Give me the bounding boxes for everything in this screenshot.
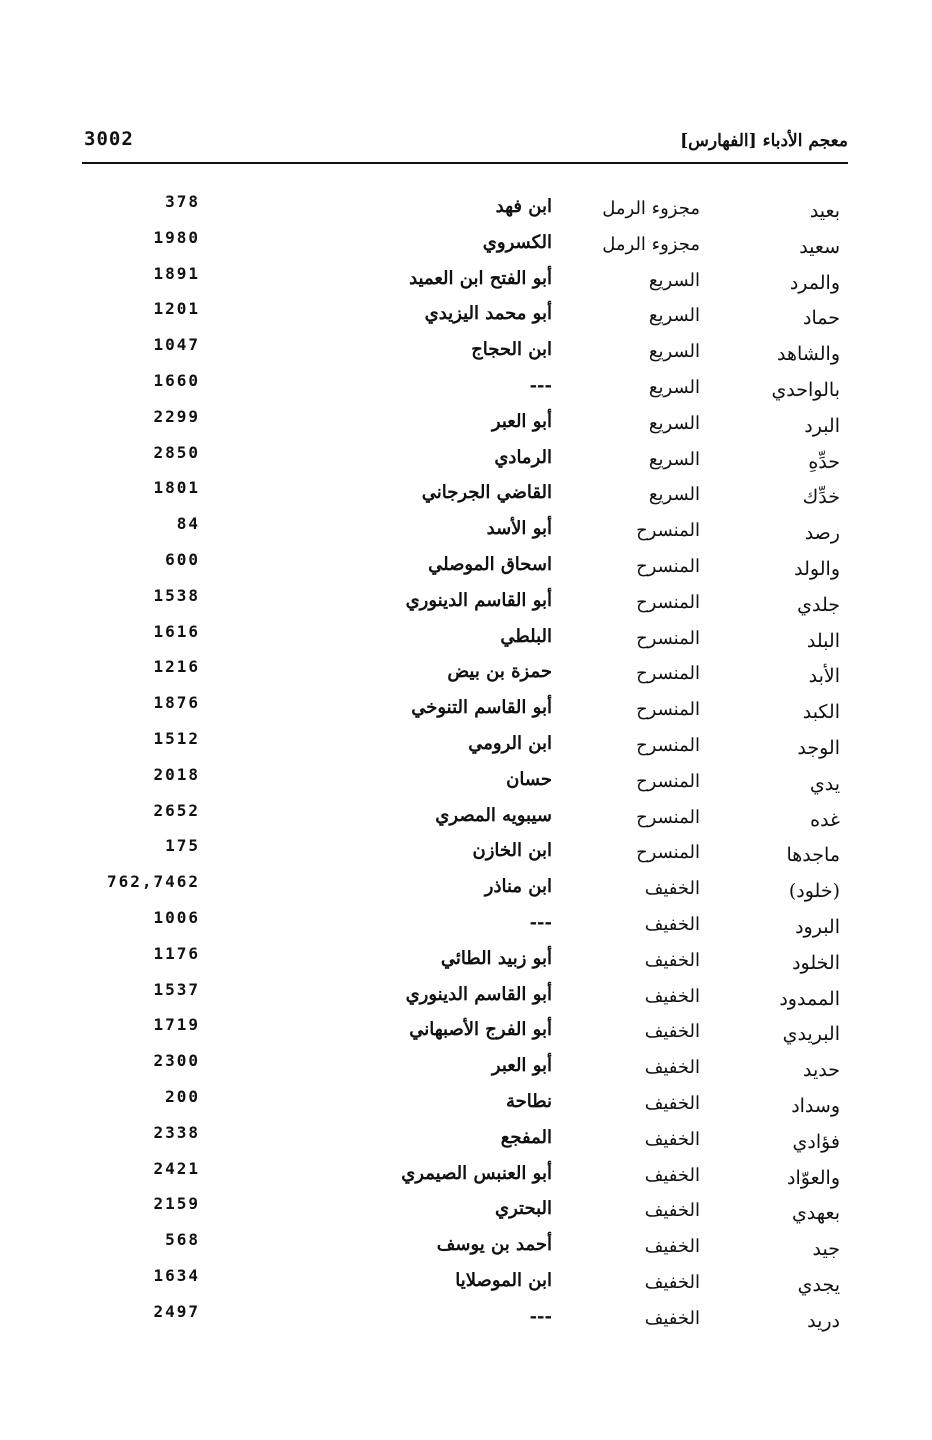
poet-name: ابن الحجاج	[471, 339, 552, 361]
index-row	[0, 1049, 932, 1085]
poet-name: ---	[529, 374, 552, 396]
meter-name: الخفيف	[644, 1057, 700, 1079]
page-reference: 600	[165, 549, 200, 569]
index-row	[0, 870, 932, 906]
rhyme-word: والمرد	[789, 271, 840, 294]
page-reference: 1634	[153, 1265, 200, 1285]
poet-name: نطاحة	[505, 1090, 552, 1112]
poet-name: حمزة بن بيض	[447, 661, 552, 683]
page-reference: 1537	[153, 979, 200, 999]
index-row	[0, 1085, 932, 1121]
page-reference: 1660	[153, 370, 200, 390]
index-row	[0, 1264, 932, 1300]
page-reference: 568	[165, 1230, 200, 1250]
meter-name: الخفيف	[644, 1200, 700, 1222]
meter-name: المنسرح	[636, 842, 700, 864]
page-number: 3002	[84, 128, 134, 150]
index-row	[0, 226, 932, 262]
poet-name: ابن مناذر	[484, 876, 552, 898]
meter-name: السريع	[648, 412, 700, 434]
index-row	[0, 906, 932, 942]
page-reference: 1876	[153, 693, 200, 713]
header-rule	[82, 162, 848, 164]
rhyme-word: يدي	[809, 772, 840, 795]
rhyme-word: رصد	[804, 522, 840, 545]
poet-name: البلطي	[500, 625, 552, 647]
page-reference: 2338	[153, 1122, 200, 1142]
rhyme-word: الأبد	[808, 665, 840, 688]
page-reference: 2497	[153, 1301, 200, 1321]
index-row	[0, 1121, 932, 1157]
page-reference: 1980	[153, 227, 200, 247]
rhyme-word: (خلود)	[788, 880, 840, 903]
poet-name: ابن فهد	[495, 196, 552, 217]
meter-name: المنسرح	[636, 663, 700, 685]
page-reference: 175	[165, 836, 200, 856]
index-row	[0, 297, 932, 333]
rhyme-word: دريد	[807, 1309, 840, 1332]
page-reference: 84	[176, 514, 200, 534]
poet-name: أبو العبر	[491, 1055, 552, 1077]
page-reference: 2652	[153, 800, 200, 820]
index-row	[0, 512, 932, 548]
poet-name: اسحاق الموصلي	[428, 553, 552, 575]
meter-name: الخفيف	[644, 1164, 700, 1186]
meter-name: السريع	[648, 305, 700, 327]
page-reference: 2018	[153, 764, 200, 784]
rhyme-word: البرد	[804, 414, 840, 437]
meter-name: المنسرح	[636, 627, 700, 649]
index-row	[0, 441, 932, 477]
meter-name: السريع	[648, 341, 700, 363]
rhyme-word: البلد	[806, 629, 840, 652]
index-row	[0, 1192, 932, 1228]
index-row	[0, 834, 932, 870]
meter-name: السريع	[648, 376, 700, 398]
meter-name: السريع	[648, 269, 700, 291]
rhyme-word: بعيد	[809, 200, 840, 222]
page-reference: 1216	[153, 657, 200, 677]
page-reference: 1006	[153, 907, 200, 927]
page-reference: 200	[165, 1086, 200, 1106]
meter-name: السريع	[648, 484, 700, 506]
meter-name: المنسرح	[636, 734, 700, 756]
rhyme-word: جيد	[812, 1238, 840, 1261]
rhyme-word: يجدي	[797, 1273, 840, 1296]
poet-name: أبو محمد اليزيدي	[424, 303, 552, 325]
meter-name: الخفيف	[644, 1021, 700, 1043]
poet-name: الكسروي	[482, 231, 552, 253]
rhyme-word: البريدي	[782, 1023, 840, 1046]
index-row	[0, 620, 932, 656]
index-row	[0, 476, 932, 512]
page-reference: 1538	[153, 585, 200, 605]
meter-name: الخفيف	[644, 1307, 700, 1329]
page-reference: 1616	[153, 621, 200, 641]
rhyme-word: والعوّاد	[787, 1166, 840, 1189]
poet-name: حسان	[506, 768, 552, 790]
poet-name: ابن الخازن	[472, 840, 552, 862]
rhyme-word: سعيد	[799, 235, 840, 258]
poet-name: أبو العبر	[491, 410, 552, 432]
index-row	[0, 548, 932, 584]
index-row	[0, 799, 932, 835]
page-reference: 2299	[153, 406, 200, 426]
meter-name: الخفيف	[644, 1271, 700, 1293]
rhyme-index-table	[0, 190, 932, 1336]
poet-name: المفجع	[500, 1126, 552, 1148]
poet-name: سيبويه المصري	[435, 804, 552, 826]
rhyme-word: خدِّك	[802, 486, 840, 509]
rhyme-word: الوجد	[797, 736, 840, 759]
page-reference: 2421	[153, 1158, 200, 1178]
running-head: معجم الأدباء [الفهارس]	[680, 131, 848, 151]
rhyme-word: بعهدي	[791, 1202, 840, 1225]
rhyme-word: والولد	[794, 557, 840, 580]
poet-name: القاضي الجرجاني	[421, 482, 552, 504]
index-row	[0, 942, 932, 978]
meter-name: الخفيف	[644, 1128, 700, 1150]
poet-name: البحتري	[495, 1198, 552, 1220]
rhyme-word: والشاهد	[777, 343, 840, 366]
index-row	[0, 1013, 932, 1049]
page-reference: 2300	[153, 1051, 200, 1071]
page-reference: 1047	[153, 335, 200, 355]
index-row	[0, 333, 932, 369]
poet-name: أبو الفتح ابن العميد	[409, 267, 552, 289]
meter-name: الخفيف	[644, 985, 700, 1007]
poet-name: أبو الفرج الأصبهاني	[409, 1019, 552, 1041]
poet-name: أبو العنبس الصيمري	[401, 1162, 552, 1184]
meter-name: مجزوء الرمل	[602, 198, 700, 219]
meter-name: المنسرح	[636, 699, 700, 721]
page-reference: 2850	[153, 442, 200, 462]
meter-name: الخفيف	[644, 1092, 700, 1114]
poet-name: أبو القاسم الدينوري	[405, 589, 552, 611]
index-row	[0, 655, 932, 691]
meter-name: الخفيف	[644, 878, 700, 900]
meter-name: المنسرح	[636, 555, 700, 577]
rhyme-word: فؤادي	[792, 1130, 840, 1153]
poet-name: ابن الموصلايا	[455, 1269, 552, 1291]
index-row	[0, 763, 932, 799]
meter-name: المنسرح	[636, 591, 700, 613]
page-reference: 378	[165, 192, 200, 211]
index-row	[0, 262, 932, 298]
index-row	[0, 405, 932, 441]
rhyme-word: الخلود	[792, 951, 840, 974]
index-row	[0, 369, 932, 405]
rhyme-word: حدِّهِ	[808, 450, 840, 473]
page-reference: 762,7462	[106, 872, 200, 892]
poet-name: ---	[529, 1305, 552, 1327]
page-reference: 1719	[153, 1015, 200, 1035]
page-reference: 1201	[153, 299, 200, 319]
page-reference: 1176	[153, 943, 200, 963]
rhyme-word: بالواحدي	[771, 378, 840, 401]
rhyme-word: جلدي	[797, 593, 840, 616]
meter-name: الخفيف	[644, 913, 700, 935]
page-reference: 1801	[153, 478, 200, 498]
page-reference: 2159	[153, 1194, 200, 1214]
index-row	[0, 1300, 932, 1336]
index-row	[0, 727, 932, 763]
rhyme-word: الممدود	[779, 987, 840, 1010]
meter-name: المنسرح	[636, 520, 700, 542]
rhyme-word: حماد	[803, 307, 840, 330]
poet-name: أبو زبيد الطائي	[440, 947, 552, 969]
poet-name: أبو القاسم التنوخي	[411, 697, 552, 719]
meter-name: الخفيف	[644, 1236, 700, 1258]
meter-name: المنسرح	[636, 806, 700, 828]
poet-name: أبو القاسم الدينوري	[405, 983, 552, 1005]
rhyme-word: غده	[810, 808, 840, 831]
page-reference: 1891	[153, 263, 200, 283]
index-row	[0, 978, 932, 1014]
index-row	[0, 1157, 932, 1193]
rhyme-word: وسداد	[791, 1094, 840, 1117]
page-reference: 1512	[153, 728, 200, 748]
meter-name: السريع	[648, 448, 700, 470]
rhyme-word: ماجدها	[786, 844, 840, 867]
index-row	[0, 691, 932, 727]
poet-name: الرمادي	[494, 446, 552, 468]
rhyme-word: البرود	[795, 915, 840, 938]
index-row	[0, 190, 932, 226]
index-row	[0, 1228, 932, 1264]
meter-name: الخفيف	[644, 949, 700, 971]
index-row	[0, 584, 932, 620]
meter-name: المنسرح	[636, 770, 700, 792]
poet-name: أبو الأسد	[486, 518, 552, 540]
poet-name: ابن الرومي	[468, 732, 552, 754]
poet-name: أحمد بن يوسف	[436, 1234, 552, 1256]
rhyme-word: حديد	[803, 1059, 840, 1082]
rhyme-word: الكبد	[802, 701, 840, 724]
poet-name: ---	[529, 911, 552, 933]
meter-name: مجزوء الرمل	[602, 233, 700, 255]
